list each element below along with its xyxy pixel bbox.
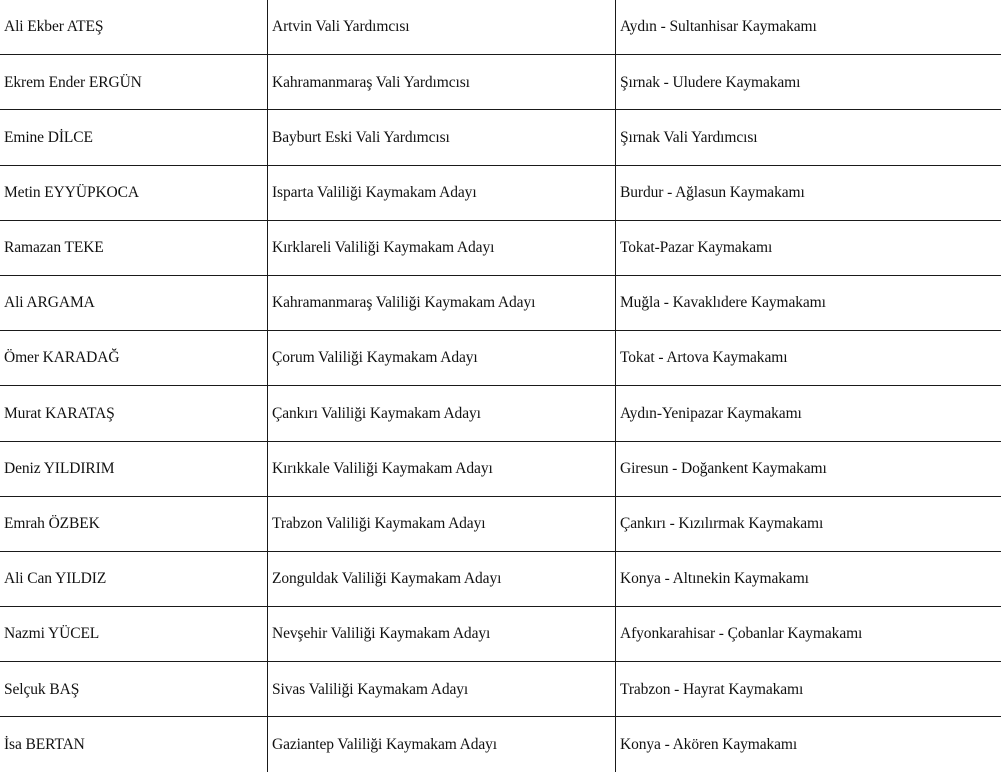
- table-row: [0, 0, 1001, 55]
- current-post-cell: Isparta Valiliği Kaymakam Adayı: [268, 165, 616, 220]
- new-post-cell: Burdur - Ağlasun Kaymakamı: [616, 165, 1001, 220]
- name-cell: Metin EYYÜPKOCA: [0, 165, 268, 220]
- table-row: [0, 165, 1001, 220]
- name-cell: Murat KARATAŞ: [0, 386, 268, 441]
- current-post-cell: Çorum Valiliği Kaymakam Adayı: [268, 331, 616, 386]
- name-cell: Ömer KARADAĞ: [0, 331, 268, 386]
- new-post-cell: Şırnak Vali Yardımcısı: [616, 110, 1001, 165]
- new-post-cell: Çankırı - Kızılırmak Kaymakamı: [616, 496, 1001, 551]
- name-cell: Nazmi YÜCEL: [0, 607, 268, 662]
- current-post-cell: Zonguldak Valiliği Kaymakam Adayı: [268, 551, 616, 606]
- table-row: [0, 551, 1001, 606]
- table-row: [0, 275, 1001, 330]
- name-cell: Ramazan TEKE: [0, 220, 268, 275]
- name-cell: Ali ARGAMA: [0, 275, 268, 330]
- table-row: [0, 441, 1001, 496]
- name-cell: İsa BERTAN: [0, 717, 268, 772]
- new-post-cell: Aydın-Yenipazar Kaymakamı: [616, 386, 1001, 441]
- name-cell: Selçuk BAŞ: [0, 662, 268, 717]
- table-row: [0, 220, 1001, 275]
- table-row: [0, 55, 1001, 110]
- new-post-cell: Trabzon - Hayrat Kaymakamı: [616, 662, 1001, 717]
- current-post-cell: Kahramanmaraş Vali Yardımcısı: [268, 55, 616, 110]
- new-post-cell: Konya - Altınekin Kaymakamı: [616, 551, 1001, 606]
- current-post-cell: Artvin Vali Yardımcısı: [268, 0, 616, 55]
- current-post-cell: Kahramanmaraş Valiliği Kaymakam Adayı: [268, 275, 616, 330]
- name-cell: Ali Ekber ATEŞ: [0, 0, 268, 55]
- name-cell: Ekrem Ender ERGÜN: [0, 55, 268, 110]
- table-row: [0, 496, 1001, 551]
- name-cell: Deniz YILDIRIM: [0, 441, 268, 496]
- table-row: [0, 110, 1001, 165]
- new-post-cell: Aydın - Sultanhisar Kaymakamı: [616, 0, 1001, 55]
- current-post-cell: Kırklareli Valiliği Kaymakam Adayı: [268, 220, 616, 275]
- table-row: [0, 331, 1001, 386]
- current-post-cell: Çankırı Valiliği Kaymakam Adayı: [268, 386, 616, 441]
- current-post-cell: Gaziantep Valiliği Kaymakam Adayı: [268, 717, 616, 772]
- table-row: [0, 662, 1001, 717]
- name-cell: Emrah ÖZBEK: [0, 496, 268, 551]
- name-cell: Emine DİLCE: [0, 110, 268, 165]
- new-post-cell: Tokat - Artova Kaymakamı: [616, 331, 1001, 386]
- current-post-cell: Bayburt Eski Vali Yardımcısı: [268, 110, 616, 165]
- table-row: [0, 386, 1001, 441]
- current-post-cell: Sivas Valiliği Kaymakam Adayı: [268, 662, 616, 717]
- name-cell: Ali Can YILDIZ: [0, 551, 268, 606]
- new-post-cell: Afyonkarahisar - Çobanlar Kaymakamı: [616, 607, 1001, 662]
- new-post-cell: Giresun - Doğankent Kaymakamı: [616, 441, 1001, 496]
- table-row: [0, 607, 1001, 662]
- current-post-cell: Nevşehir Valiliği Kaymakam Adayı: [268, 607, 616, 662]
- new-post-cell: Şırnak - Uludere Kaymakamı: [616, 55, 1001, 110]
- current-post-cell: Kırıkkale Valiliği Kaymakam Adayı: [268, 441, 616, 496]
- current-post-cell: Trabzon Valiliği Kaymakam Adayı: [268, 496, 616, 551]
- new-post-cell: Tokat-Pazar Kaymakamı: [616, 220, 1001, 275]
- new-post-cell: Muğla - Kavaklıdere Kaymakamı: [616, 275, 1001, 330]
- table-row: [0, 717, 1001, 772]
- new-post-cell: Konya - Akören Kaymakamı: [616, 717, 1001, 772]
